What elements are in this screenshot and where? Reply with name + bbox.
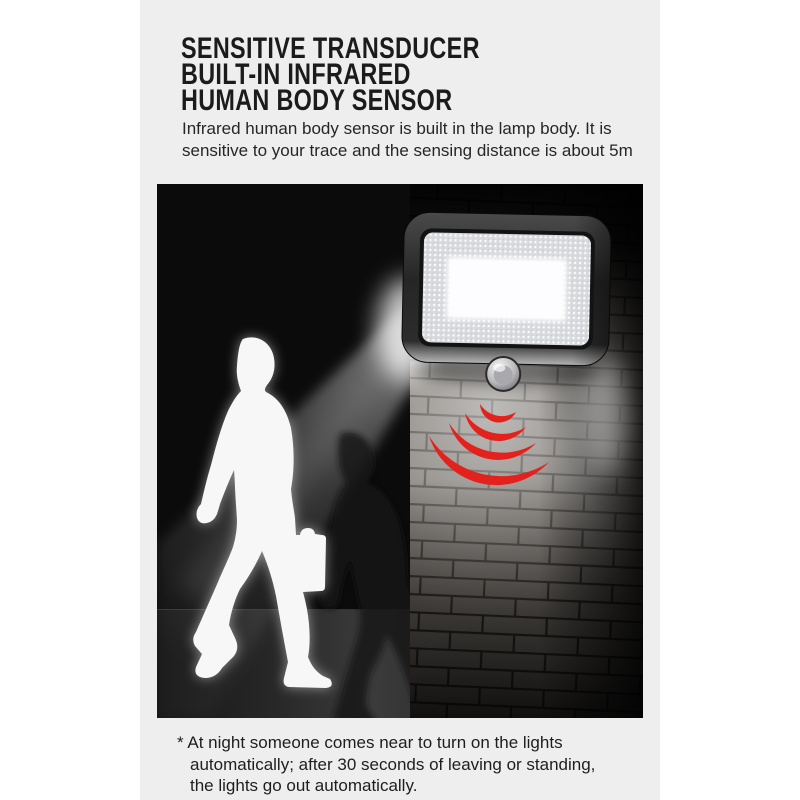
- title-line-2: BUILT-IN INFRARED: [181, 58, 411, 91]
- page-title: [181, 32, 480, 117]
- footnote-line-3: the lights go out automatically.: [190, 776, 418, 795]
- description-line-1: Infrared human body sensor is built in the lamp body. It is: [182, 119, 612, 138]
- footnote: [177, 732, 595, 797]
- title-line-3: HUMAN BODY SENSOR: [181, 84, 453, 117]
- pir-sensor-icon: [486, 357, 521, 392]
- footnote-line-1: * At night someone comes near to turn on the lights: [177, 733, 563, 752]
- description-line-2: sensitive to your trace and the sensing distance is about 5m: [182, 141, 633, 160]
- product-description: [182, 118, 633, 162]
- title-line-1: SENSITIVE TRANSDUCER: [181, 32, 480, 65]
- product-photo: [157, 184, 643, 718]
- scene-graphic: [157, 184, 643, 718]
- footnote-line-2: automatically; after 30 seconds of leaving or standing,: [190, 754, 596, 774]
- led-panel-icon: [422, 232, 591, 345]
